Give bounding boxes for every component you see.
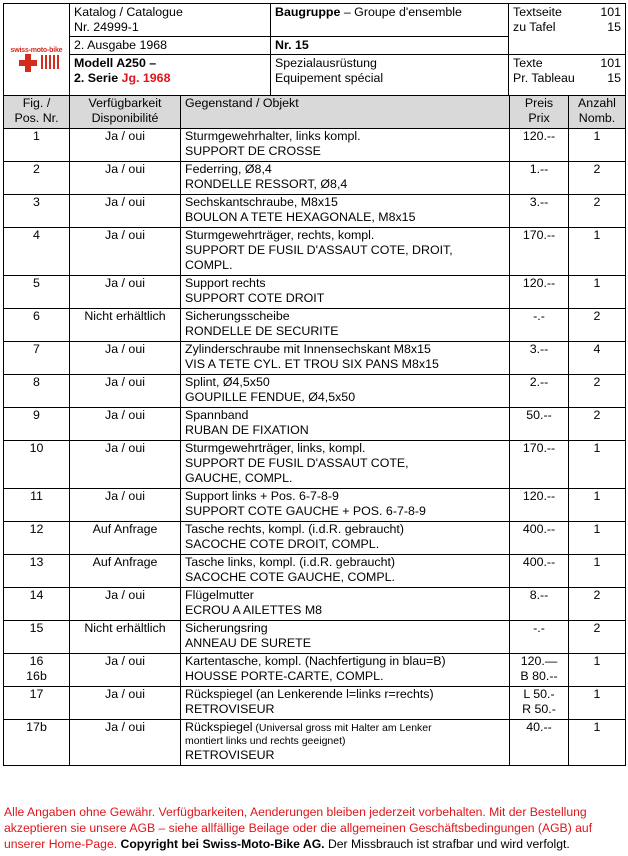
price-value: -.- (533, 309, 545, 323)
zu-tafel-value: 15 (607, 20, 621, 34)
pos-cell (4, 489, 70, 522)
availability-text: Ja / oui (105, 489, 145, 503)
zu-tafel-label: zu Tafel (513, 20, 556, 34)
pos-cell (4, 441, 70, 489)
price-cell (510, 408, 569, 441)
availability-text: Ja / oui (105, 228, 145, 242)
availability-cell (70, 342, 181, 375)
column-header-price: Preis Prix (510, 96, 569, 129)
table-row (4, 654, 626, 687)
texte-value: 101 (600, 56, 621, 70)
pos-number: 2 (33, 162, 40, 176)
pos-number: 7 (33, 342, 40, 356)
pos-number: 9 (33, 408, 40, 422)
availability-text: Ja / oui (105, 588, 145, 602)
text-page-cell (509, 4, 626, 55)
object-name-fr: SUPPORT COTE GAUCHE + POS. 6-7-8-9 (185, 504, 426, 518)
pos-cell (4, 162, 70, 195)
table-row (4, 276, 626, 309)
table-row (4, 408, 626, 441)
qty-cell (569, 621, 626, 654)
price-value: 120.— (520, 654, 558, 668)
availability-cell (70, 687, 181, 720)
qty-value: 2 (593, 408, 601, 422)
price-cell (510, 342, 569, 375)
qty-cell (569, 687, 626, 720)
object-name-de: Spannband (185, 408, 249, 422)
pos-cell (4, 408, 70, 441)
pos-number: 5 (33, 276, 40, 290)
object-cell (181, 522, 510, 555)
pos-number: 11 (30, 489, 43, 503)
object-name-fr: SUPPORT COTE DROIT (185, 291, 325, 305)
pos-number: 17 (29, 687, 44, 701)
qty-cell (569, 342, 626, 375)
object-name-fr: SACOCHE COTE GAUCHE, COMPL. (185, 570, 395, 584)
qty-value: 1 (593, 441, 601, 455)
table-row (4, 441, 626, 489)
column-header-pos: Fig. / Pos. Nr. (4, 96, 70, 129)
qty-cell (569, 309, 626, 342)
object-name-de: Kartentasche, kompl. (Nachfertigung in blau=B) (185, 654, 446, 668)
pos-cell (4, 276, 70, 309)
model-cell (70, 55, 271, 96)
table-row (4, 228, 626, 276)
pos-number: 17b (26, 720, 47, 734)
group-cell (271, 4, 509, 37)
availability-text: Ja / oui (105, 162, 145, 176)
availability-cell (70, 588, 181, 621)
pos-cell (4, 309, 70, 342)
price-cell (510, 375, 569, 408)
pos-cell (4, 555, 70, 588)
qty-value: 1 (593, 720, 601, 734)
pos-cell (4, 375, 70, 408)
object-name-de: Support rechts (185, 276, 266, 290)
table-row (4, 522, 626, 555)
qty-value: 2 (593, 588, 601, 602)
price-value: L 50.- (523, 687, 555, 701)
availability-cell (70, 555, 181, 588)
price-cell (510, 162, 569, 195)
object-cell (181, 489, 510, 522)
object-name-de: Sturmgewehrträger, rechts, kompl. (185, 228, 375, 242)
table-row (4, 489, 626, 522)
price-cell (510, 720, 569, 766)
table-row (4, 621, 626, 654)
pos-cell (4, 720, 70, 766)
table-row (4, 195, 626, 228)
object-name-de: Sturmgewehrhalter, links kompl. (185, 129, 361, 143)
series-year: Jg. 1968 (121, 71, 171, 85)
object-name-de: Rückspiegel (an Lenkerende l=links r=rechts) (185, 687, 434, 701)
object-cell (181, 129, 510, 162)
object-cell (181, 375, 510, 408)
pos-cell (4, 228, 70, 276)
availability-cell (70, 408, 181, 441)
table-row (4, 588, 626, 621)
disclaimer-text: Alle Angaben ohne Gewähr. Verfügbarkeiten, Aenderungen bleiben jederzeit vorbehalten. Mit der Bestellung akzeptieren sie unsere AGB – siehe allfällige Beilage oder die allgemeinen Geschäftsbedingungen (AGB) auf unserer Home-Page. (4, 805, 593, 851)
title-fr: Equipement spécial (275, 71, 384, 85)
object-cell (181, 228, 510, 276)
price-value: 120.-- (522, 129, 556, 143)
price-value: 3.-- (529, 195, 549, 209)
price-cell (510, 555, 569, 588)
object-name-fr: RONDELLE DE SECURITE (185, 324, 339, 338)
column-header-availability: Verfügbarkeit Disponibilité (70, 96, 181, 129)
availability-text: Nicht erhältlich (84, 621, 166, 635)
texte-label: Texte (513, 56, 543, 70)
table-row (4, 375, 626, 408)
price-value: 1.-- (529, 162, 549, 176)
object-cell (181, 687, 510, 720)
availability-text: Ja / oui (105, 375, 145, 389)
pos-number: 12 (29, 522, 44, 536)
pos-number: 8 (33, 375, 40, 389)
table-header-row (4, 96, 626, 129)
catalog-label: Katalog / Catalogue (74, 5, 183, 19)
qty-cell (569, 522, 626, 555)
group-label-de: Baugruppe (275, 5, 341, 19)
table-row (4, 129, 626, 162)
qty-value: 1 (593, 654, 601, 668)
price-value: 400.-- (522, 555, 556, 569)
availability-cell (70, 375, 181, 408)
object-name-de: Federring, Ø8,4 (185, 162, 272, 176)
catalog-number: Nr. 24999-1 (74, 20, 139, 34)
table-row (4, 687, 626, 720)
price-value: R 50.- (522, 702, 556, 716)
pos-cell (4, 687, 70, 720)
logo-text: swiss-moto-bike (10, 46, 63, 54)
qty-value: 1 (593, 489, 601, 503)
availability-cell (70, 129, 181, 162)
availability-cell (70, 720, 181, 766)
price-cell (510, 228, 569, 276)
price-value: 120.-- (522, 276, 556, 290)
object-cell (181, 441, 510, 489)
pos-cell (4, 195, 70, 228)
qty-value: 2 (593, 375, 601, 389)
object-name-de: Sicherungsscheibe (185, 309, 290, 323)
availability-cell (70, 441, 181, 489)
object-name-fr: BOULON A TETE HEXAGONALE, M8x15 (185, 210, 416, 224)
pos-cell (4, 588, 70, 621)
object-name-de: Tasche links, kompl. (i.d.R. gebraucht) (185, 555, 396, 569)
pos-number: 6 (33, 309, 40, 323)
price-cell (510, 441, 569, 489)
series: 2. Serie (74, 71, 119, 85)
swiss-cross-logo-icon (9, 41, 65, 85)
pos-cell (4, 129, 70, 162)
object-name-de: Sechskantschraube, M8x15 (185, 195, 338, 209)
price-cell (510, 489, 569, 522)
price-value: 3.-- (529, 342, 549, 356)
qty-cell (569, 441, 626, 489)
qty-value: 4 (593, 342, 601, 356)
object-name-fr: GOUPILLE FENDUE, Ø4,5x50 (185, 390, 356, 404)
object-name-de: Support links + Pos. 6-7-8-9 (185, 489, 339, 503)
object-name-fr: COMPL. (185, 258, 233, 272)
availability-text: Ja / oui (105, 129, 145, 143)
qty-value: 2 (593, 162, 601, 176)
table-row (4, 342, 626, 375)
pos-number: 1 (33, 129, 40, 143)
availability-text: Ja / oui (105, 720, 145, 734)
price-value: B 80.-- (520, 669, 558, 683)
availability-text: Nicht erhältlich (84, 309, 166, 323)
tableau-label: Pr. Tableau (513, 71, 575, 85)
qty-cell (569, 720, 626, 766)
group-number: Nr. 15 (271, 37, 509, 55)
availability-text: Auf Anfrage (92, 522, 158, 536)
object-name-fr: VIS A TETE CYL. ET TROU SIX PANS M8x15 (185, 357, 439, 371)
object-name-fr: SUPPORT DE CROSSE (185, 144, 321, 158)
price-cell (510, 309, 569, 342)
pos-number: 16b (26, 669, 47, 683)
qty-value: 1 (593, 228, 601, 242)
object-cell (181, 555, 510, 588)
qty-cell (569, 162, 626, 195)
price-cell (510, 687, 569, 720)
availability-text: Ja / oui (105, 276, 145, 290)
qty-cell (569, 276, 626, 309)
price-value: 400.-- (522, 522, 556, 536)
availability-cell (70, 489, 181, 522)
qty-value: 1 (593, 522, 601, 536)
table-row (4, 162, 626, 195)
availability-cell (70, 195, 181, 228)
title-cell (271, 55, 509, 96)
group-label-fr: – Groupe d'ensemble (340, 5, 462, 19)
price-value: 8.-- (529, 588, 549, 602)
object-name-fr: RETROVISEUR (185, 702, 275, 716)
copyright-holder: Copyright bei Swiss-Moto-Bike AG. (117, 837, 325, 851)
pos-number: 13 (29, 555, 44, 569)
qty-cell (569, 375, 626, 408)
object-name-fr: RETROVISEUR (185, 748, 275, 762)
qty-value: 1 (593, 276, 601, 290)
pos-cell (4, 342, 70, 375)
object-name-de: Tasche rechts, kompl. (i.d.R. gebraucht) (185, 522, 404, 536)
pos-number: 10 (29, 441, 44, 455)
column-header-object: Gegenstand / Objekt (181, 96, 510, 129)
object-name-de: Flügelmutter (185, 588, 254, 602)
qty-value: 2 (593, 309, 601, 323)
price-value: 170.-- (522, 228, 556, 242)
qty-cell (569, 408, 626, 441)
column-header-qty: Anzahl Nomb. (569, 96, 626, 129)
catalog-cell (70, 4, 271, 37)
pos-cell (4, 522, 70, 555)
table-row (4, 720, 626, 766)
availability-cell (70, 276, 181, 309)
title-de: Spezialausrüstung (275, 56, 377, 70)
pos-cell (4, 654, 70, 687)
availability-cell (70, 522, 181, 555)
pos-number: 15 (29, 621, 44, 635)
availability-text: Ja / oui (105, 195, 145, 209)
price-value: 120.-- (522, 489, 556, 503)
price-cell (510, 195, 569, 228)
texte-cell (509, 55, 626, 96)
tableau-value: 15 (607, 71, 621, 85)
pos-cell (4, 621, 70, 654)
textseite-label: Textseite (513, 5, 562, 19)
pos-number: 14 (29, 588, 44, 602)
qty-value: 2 (593, 195, 601, 209)
object-name-fr: ANNEAU DE SURETE (185, 636, 311, 650)
object-cell (181, 195, 510, 228)
qty-cell (569, 129, 626, 162)
table-row (4, 309, 626, 342)
object-cell (181, 162, 510, 195)
object-name-fr: RUBAN DE FIXATION (185, 423, 309, 437)
price-value: 2.-- (529, 375, 549, 389)
object-cell (181, 342, 510, 375)
object-name-fr: GAUCHE, COMPL. (185, 471, 293, 485)
availability-text: Auf Anfrage (92, 555, 158, 569)
qty-cell (569, 654, 626, 687)
edition: 2. Ausgabe 1968 (70, 37, 271, 55)
object-note: montiert links und rechts geeignet) (185, 735, 346, 747)
qty-cell (569, 489, 626, 522)
object-note: (Universal gross mit Halter am Lenker (252, 722, 432, 734)
qty-cell (569, 555, 626, 588)
object-name-fr: SACOCHE COTE DROIT, COMPL. (185, 537, 380, 551)
price-cell (510, 621, 569, 654)
availability-cell (70, 228, 181, 276)
copyright-notice: Der Missbrauch ist strafbar und wird verfolgt. (324, 837, 570, 851)
catalog-sheet (3, 3, 625, 766)
object-cell (181, 588, 510, 621)
object-name-fr: SUPPORT DE FUSIL D'ASSAUT COTE, (185, 456, 409, 470)
object-name-fr: ECROU A AILETTES M8 (185, 603, 323, 617)
object-name-fr: HOUSSE PORTE-CARTE, COMPL. (185, 669, 384, 683)
textseite-value: 101 (600, 5, 621, 19)
object-cell (181, 276, 510, 309)
object-name-de: Rückspiegel (185, 720, 253, 734)
object-name-de: Sturmgewehrträger, links, kompl. (185, 441, 366, 455)
pos-number: 3 (33, 195, 40, 209)
price-cell (510, 588, 569, 621)
qty-cell (569, 195, 626, 228)
object-name-de: Splint, Ø4,5x50 (185, 375, 270, 389)
parts-table (3, 95, 626, 766)
disclaimer-footer (4, 804, 624, 852)
qty-value: 1 (593, 555, 601, 569)
price-cell (510, 129, 569, 162)
qty-value: 1 (593, 687, 601, 701)
qty-cell (569, 588, 626, 621)
price-cell (510, 276, 569, 309)
qty-cell (569, 228, 626, 276)
model: Modell A250 – (74, 56, 157, 70)
pos-number: 4 (33, 228, 40, 242)
object-name-fr: RONDELLE RESSORT, Ø8,4 (185, 177, 348, 191)
table-row (4, 555, 626, 588)
price-value: 50.-- (526, 408, 552, 422)
object-cell (181, 654, 510, 687)
object-cell (181, 309, 510, 342)
qty-value: 2 (593, 621, 601, 635)
availability-cell (70, 621, 181, 654)
object-cell (181, 621, 510, 654)
qty-value: 1 (593, 129, 601, 143)
availability-cell (70, 162, 181, 195)
object-cell (181, 720, 510, 766)
availability-cell (70, 309, 181, 342)
availability-text: Ja / oui (105, 441, 145, 455)
object-name-fr: SUPPORT DE FUSIL D'ASSAUT COTE, DROIT, (185, 243, 453, 257)
price-value: 40.-- (526, 720, 552, 734)
price-cell (510, 522, 569, 555)
price-value: 170.-- (522, 441, 556, 455)
availability-cell (70, 654, 181, 687)
availability-text: Ja / oui (105, 342, 145, 356)
header-table (3, 3, 626, 96)
price-value: -.- (533, 621, 545, 635)
pos-number: 16 (29, 654, 44, 668)
availability-text: Ja / oui (105, 408, 145, 422)
object-cell (181, 408, 510, 441)
availability-text: Ja / oui (105, 654, 145, 668)
logo-cell (4, 4, 70, 96)
price-cell (510, 654, 569, 687)
object-name-de: Sicherungsring (185, 621, 268, 635)
availability-text: Ja / oui (105, 687, 145, 701)
object-name-de: Zylinderschraube mit Innensechskant M8x15 (185, 342, 431, 356)
